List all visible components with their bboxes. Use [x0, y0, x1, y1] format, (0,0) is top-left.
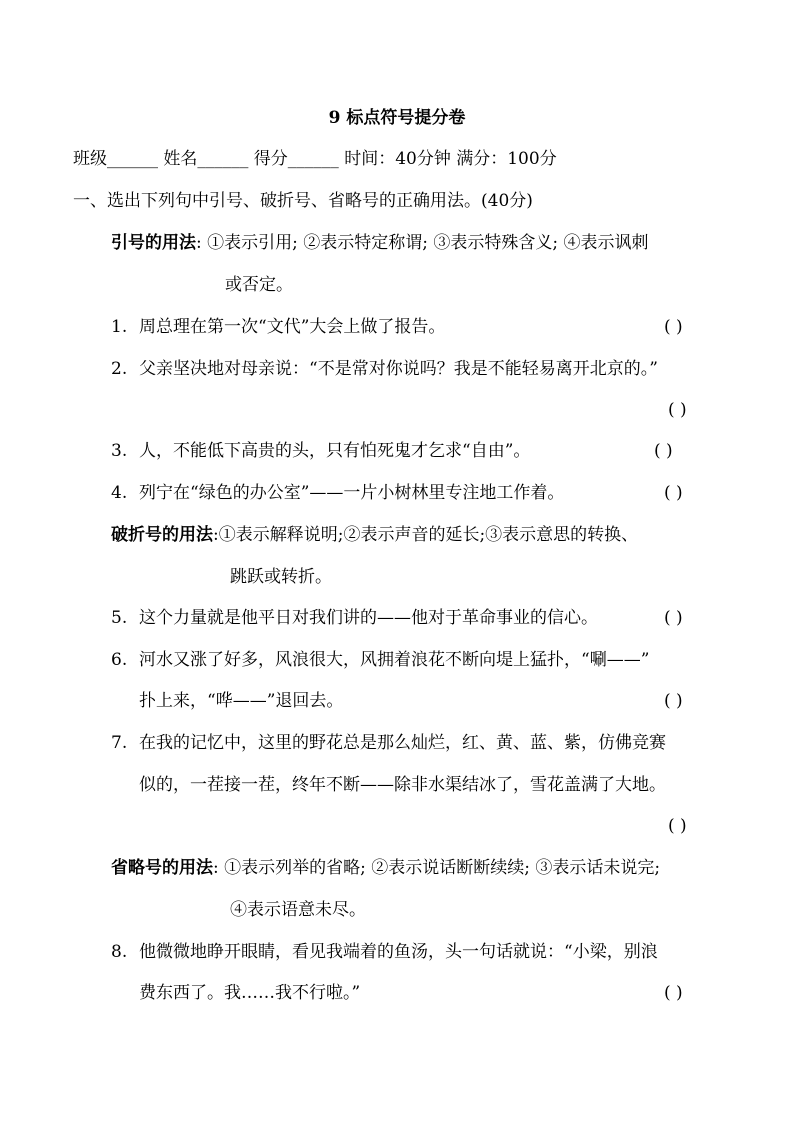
question-item	[111, 357, 658, 381]
question-text: 人，不能低下高贵的头，只有怕死鬼才乞求“自由”。	[139, 441, 531, 461]
quote-usage	[111, 231, 649, 255]
question-number: 7.	[111, 733, 128, 753]
question-text: 周总理在第一次“文代”大会上做了报告。	[139, 317, 446, 337]
question-text-cont: 费东西了。我……我不行啦。”	[139, 983, 361, 1003]
ellipsis-usage-text-cont: ④表示语意未尽。	[230, 900, 366, 920]
question-text: 在我的记忆中，这里的野花总是那么灿烂，红、黄、蓝、紫，仿佛竞赛	[139, 733, 666, 753]
answer-blank[interactable]: ( )	[664, 608, 683, 628]
question-text-cont: 扑上来，“哗——”退回去。	[139, 691, 344, 711]
question-item	[111, 481, 564, 505]
dash-usage-label: 破折号的用法	[111, 525, 213, 545]
ellipsis-usage-label: 省略号的用法	[111, 858, 213, 878]
question-item	[111, 439, 530, 463]
question-number: 3.	[111, 441, 128, 461]
dash-usage	[111, 523, 638, 547]
answer-blank[interactable]: ( )	[654, 441, 673, 461]
answer-blank[interactable]: ( )	[664, 691, 683, 711]
quote-usage-text: : ①表示引用; ②表示特定称谓; ③表示特殊含义; ④表示讽刺	[196, 233, 649, 253]
ellipsis-usage	[111, 856, 660, 880]
header-info: 班级______ 姓名______ 得分______ 时间：40分钟 满分：100分	[73, 149, 557, 169]
question-item	[111, 940, 658, 964]
question-text: 父亲坚决地对母亲说：“不是常对你说吗？我是不能轻易离开北京的。”	[139, 359, 658, 379]
answer-blank[interactable]: ( )	[664, 483, 683, 503]
question-number: 8.	[111, 942, 128, 962]
dash-usage-text: :①表示解释说明;②表示声音的延长;③表示意思的转换、	[213, 525, 639, 545]
question-number: 5.	[111, 608, 128, 628]
question-item	[111, 606, 598, 630]
dash-usage-text-cont: 跳跃或转折。	[230, 567, 332, 587]
answer-blank[interactable]: ( )	[664, 317, 683, 337]
question-text-cont: 似的，一茬接一茬，终年不断——除非水渠结冰了，雪花盖满了大地。	[139, 775, 666, 795]
question-item	[111, 731, 666, 755]
page-title: 9 标点符号提分卷	[328, 108, 466, 128]
question-number: 1.	[111, 317, 128, 337]
answer-blank[interactable]: ( )	[668, 400, 687, 420]
question-number: 4.	[111, 483, 128, 503]
ellipsis-usage-text: : ①表示列举的省略; ②表示说话断断续续; ③表示话未说完;	[213, 858, 661, 878]
question-text: 他微微地睁开眼睛，看见我端着的鱼汤，头一句话就说：“小梁，别浪	[139, 942, 658, 962]
question-text: 这个力量就是他平日对我们讲的——他对于革命事业的信心。	[139, 608, 598, 628]
question-item	[111, 648, 649, 672]
section-heading: 一、选出下列句中引号、破折号、省略号的正确用法。(40分)	[73, 191, 533, 211]
question-number: 2.	[111, 359, 128, 379]
quote-usage-text-cont: 或否定。	[225, 275, 293, 295]
answer-blank[interactable]: ( )	[664, 983, 683, 1003]
question-number: 6.	[111, 650, 128, 670]
answer-blank[interactable]: ( )	[668, 816, 687, 836]
question-item	[111, 315, 445, 339]
quote-usage-label: 引号的用法	[111, 233, 196, 253]
question-text: 列宁在“绿色的办公室”——一片小树林里专注地工作着。	[139, 483, 565, 503]
question-text: 河水又涨了好多，风浪很大，风拥着浪花不断向堤上猛扑，“唰——”	[139, 650, 650, 670]
